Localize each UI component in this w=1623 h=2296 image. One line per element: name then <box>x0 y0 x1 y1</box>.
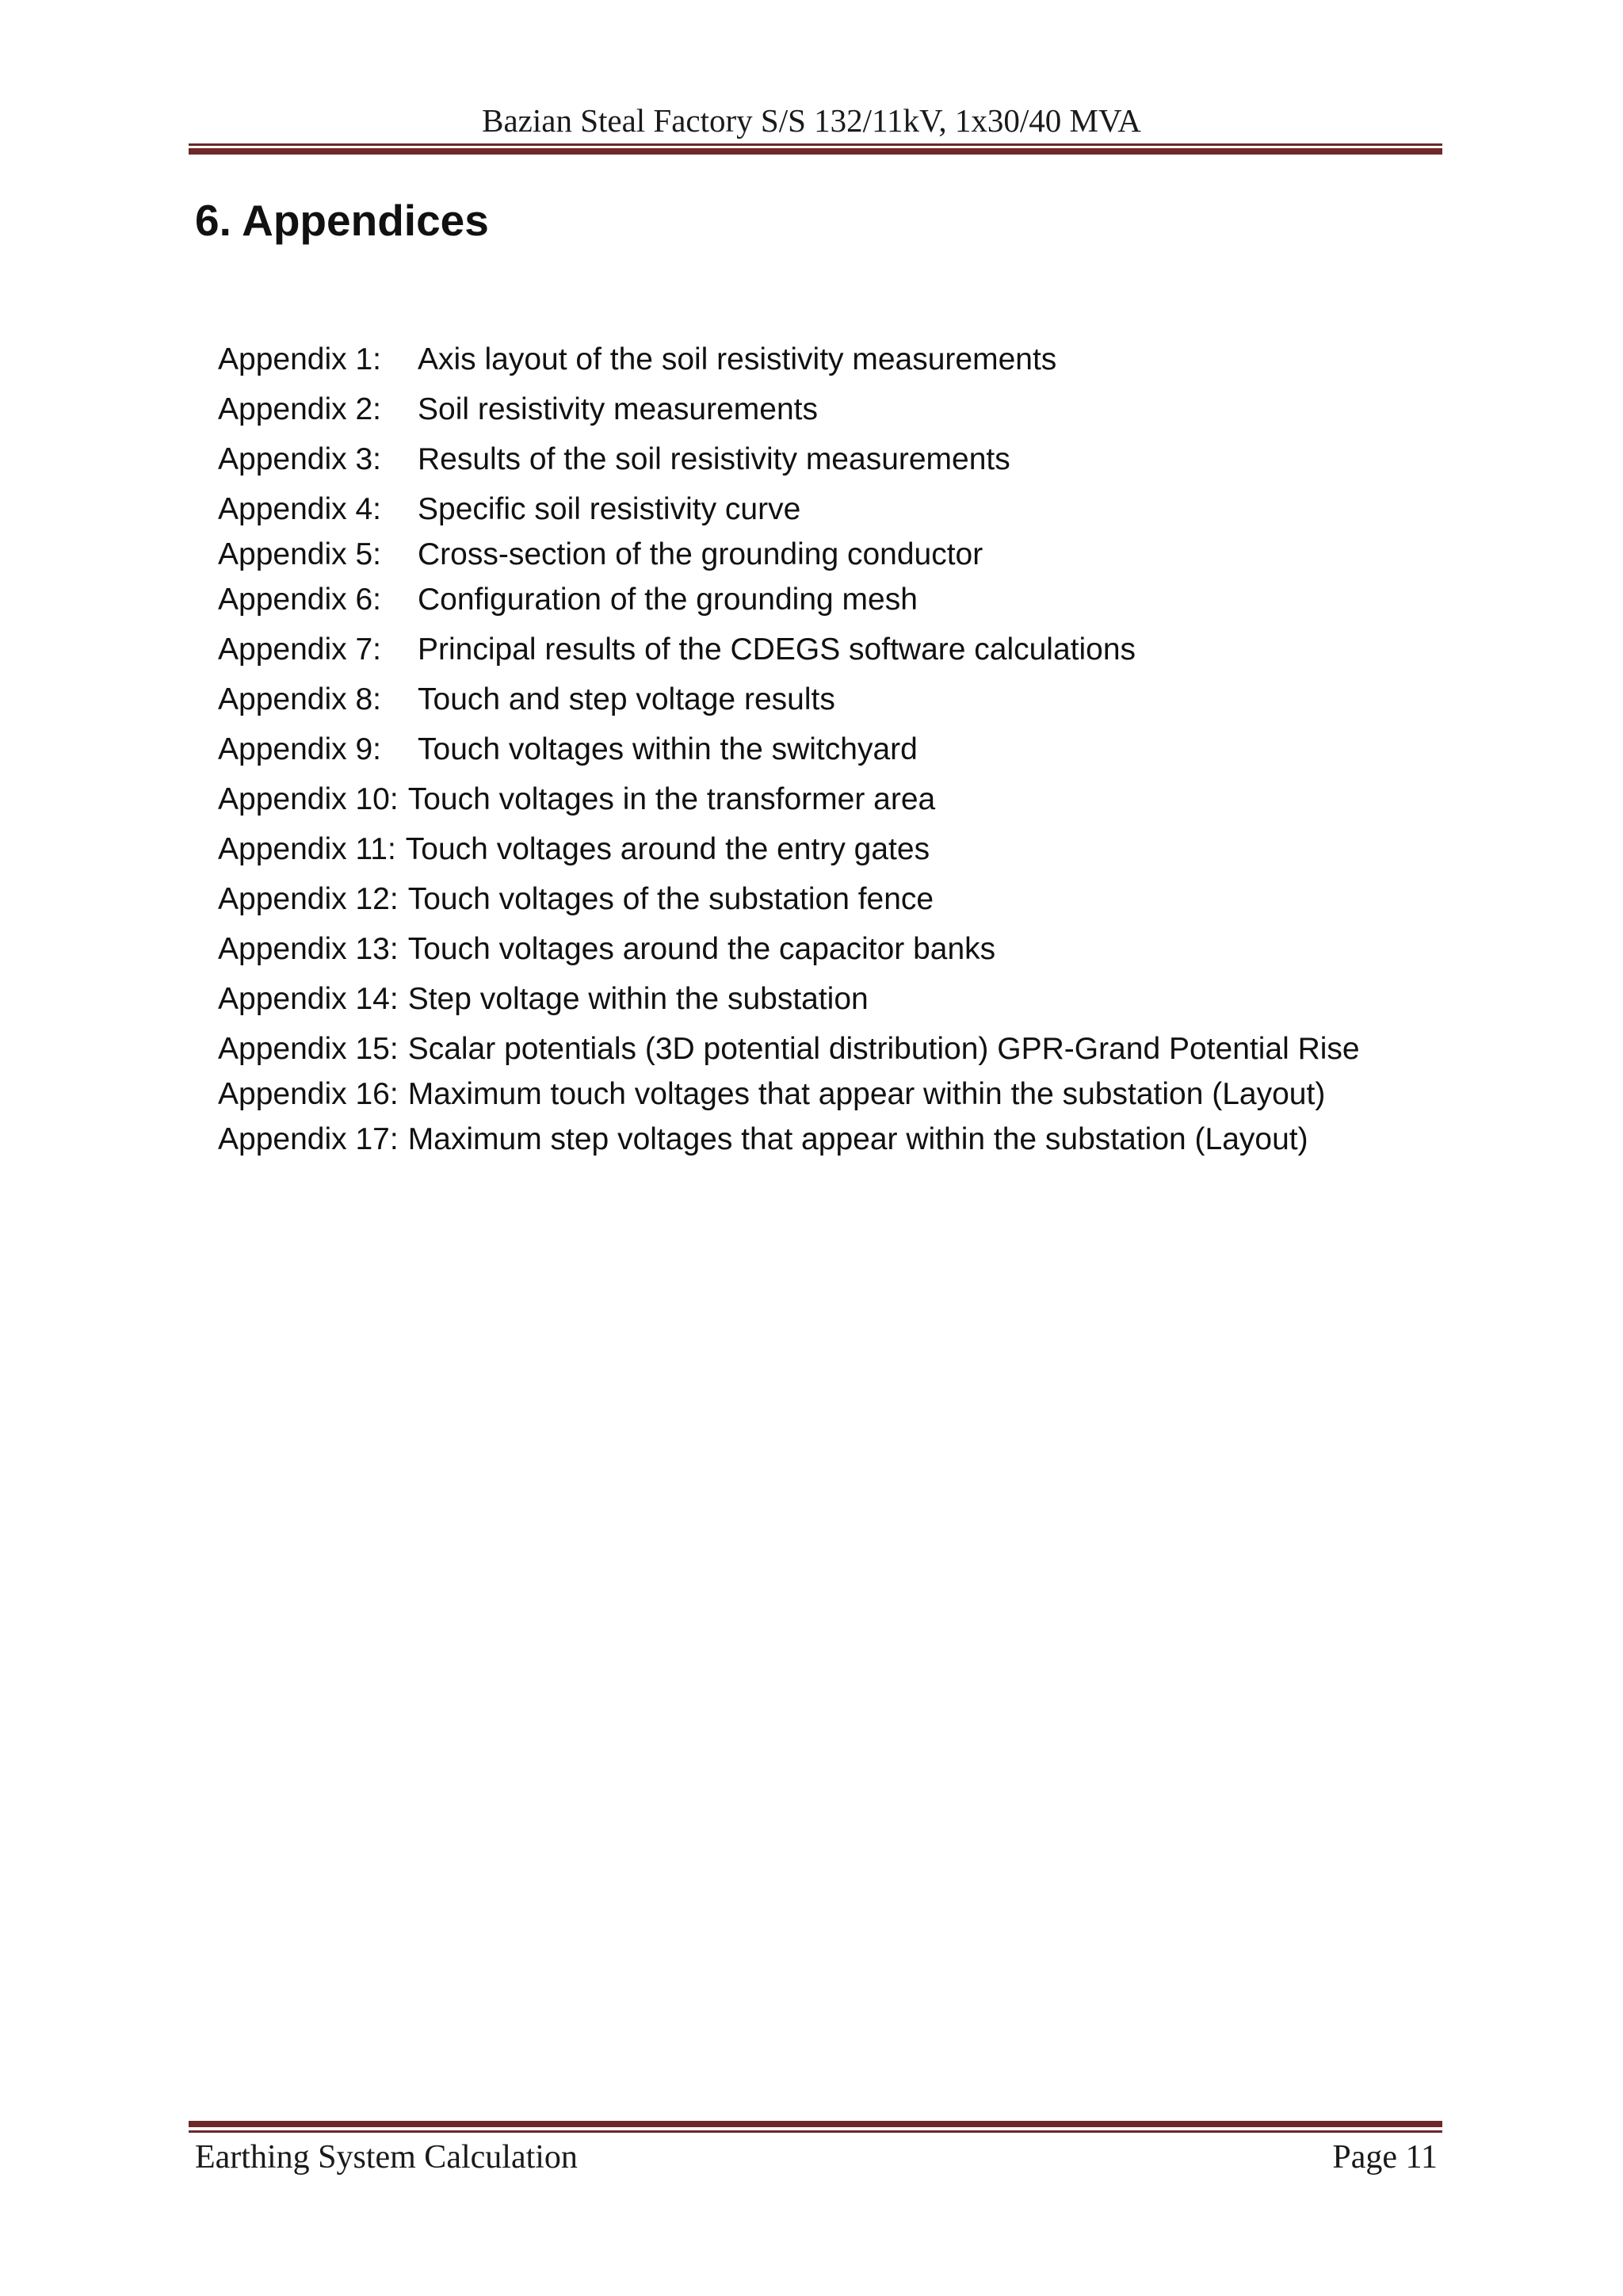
appendix-number: Appendix 13: <box>218 932 399 966</box>
appendix-title: Axis layout of the soil resistivity measurements <box>418 342 1057 376</box>
appendix-item <box>218 341 1056 379</box>
appendix-title: Maximum step voltages that appear within the substation (Layout) <box>407 1122 1308 1156</box>
appendix-title: Scalar potentials (3D potential distribution) GPR-Grand Potential Rise <box>407 1032 1360 1066</box>
appendix-item <box>218 980 869 1018</box>
appendix-item <box>218 536 983 574</box>
appendix-number: Appendix 16: <box>218 1077 399 1111</box>
appendix-title: Touch voltages around the capacitor banks <box>407 932 996 966</box>
appendix-title: Specific soil resistivity curve <box>418 492 801 526</box>
appendix-number: Appendix 6: <box>218 583 381 617</box>
appendix-title: Touch voltages in the transformer area <box>407 782 936 816</box>
appendix-title: Configuration of the grounding mesh <box>418 583 918 617</box>
appendix-item <box>218 831 930 869</box>
header-rule-thick <box>189 148 1442 155</box>
appendix-item <box>218 441 1010 479</box>
footer-page-number: Page 11 <box>1332 2139 1438 2176</box>
appendix-item <box>218 681 835 719</box>
footer-rule-thin <box>189 2130 1442 2133</box>
appendix-number: Appendix 10: <box>218 782 399 816</box>
appendix-item <box>218 881 934 919</box>
appendix-number: Appendix 7: <box>218 632 381 667</box>
appendix-item <box>218 491 800 529</box>
appendix-number: Appendix 2: <box>218 392 381 426</box>
appendix-number: Appendix 15: <box>218 1032 399 1066</box>
appendix-title: Touch voltages of the substation fence <box>407 882 934 916</box>
appendix-number: Appendix 8: <box>218 682 381 716</box>
appendix-number: Appendix 4: <box>218 492 381 526</box>
appendix-title: Step voltage within the substation <box>407 982 869 1016</box>
appendix-item <box>218 1075 1325 1114</box>
appendix-title: Soil resistivity measurements <box>418 392 818 426</box>
appendix-number: Appendix 14: <box>218 982 399 1016</box>
section-title: 6. Appendices <box>195 196 489 245</box>
appendix-item <box>218 581 918 619</box>
appendix-item <box>218 781 935 819</box>
appendix-item <box>218 391 818 429</box>
appendix-title: Touch and step voltage results <box>418 682 835 716</box>
page-header-title: Bazian Steal Factory S/S 132/11kV, 1x30/40 MVA <box>482 102 1141 139</box>
appendix-number: Appendix 1: <box>218 342 381 376</box>
appendix-number: Appendix 9: <box>218 732 381 766</box>
appendix-item <box>218 1030 1360 1068</box>
appendix-title: Touch voltages around the entry gates <box>405 832 930 866</box>
appendix-title: Principal results of the CDEGS software calculations <box>418 632 1136 667</box>
header-rule-thin <box>189 143 1442 146</box>
appendix-number: Appendix 3: <box>218 442 381 476</box>
footer-document-title: Earthing System Calculation <box>195 2139 578 2176</box>
appendix-title: Touch voltages within the switchyard <box>418 732 918 766</box>
appendix-item <box>218 1121 1308 1159</box>
appendix-number: Appendix 5: <box>218 537 381 571</box>
appendix-item <box>218 930 995 968</box>
appendix-item <box>218 631 1136 669</box>
appendix-title: Maximum touch voltages that appear within the substation (Layout) <box>407 1077 1326 1111</box>
appendix-title: Results of the soil resistivity measurements <box>418 442 1010 476</box>
appendix-number: Appendix 17: <box>218 1122 399 1156</box>
appendix-number: Appendix 11: <box>218 832 396 866</box>
appendix-number: Appendix 12: <box>218 882 399 916</box>
footer-rule-thick <box>189 2121 1442 2127</box>
appendix-item <box>218 731 918 769</box>
appendix-title: Cross-section of the grounding conductor <box>418 537 983 571</box>
